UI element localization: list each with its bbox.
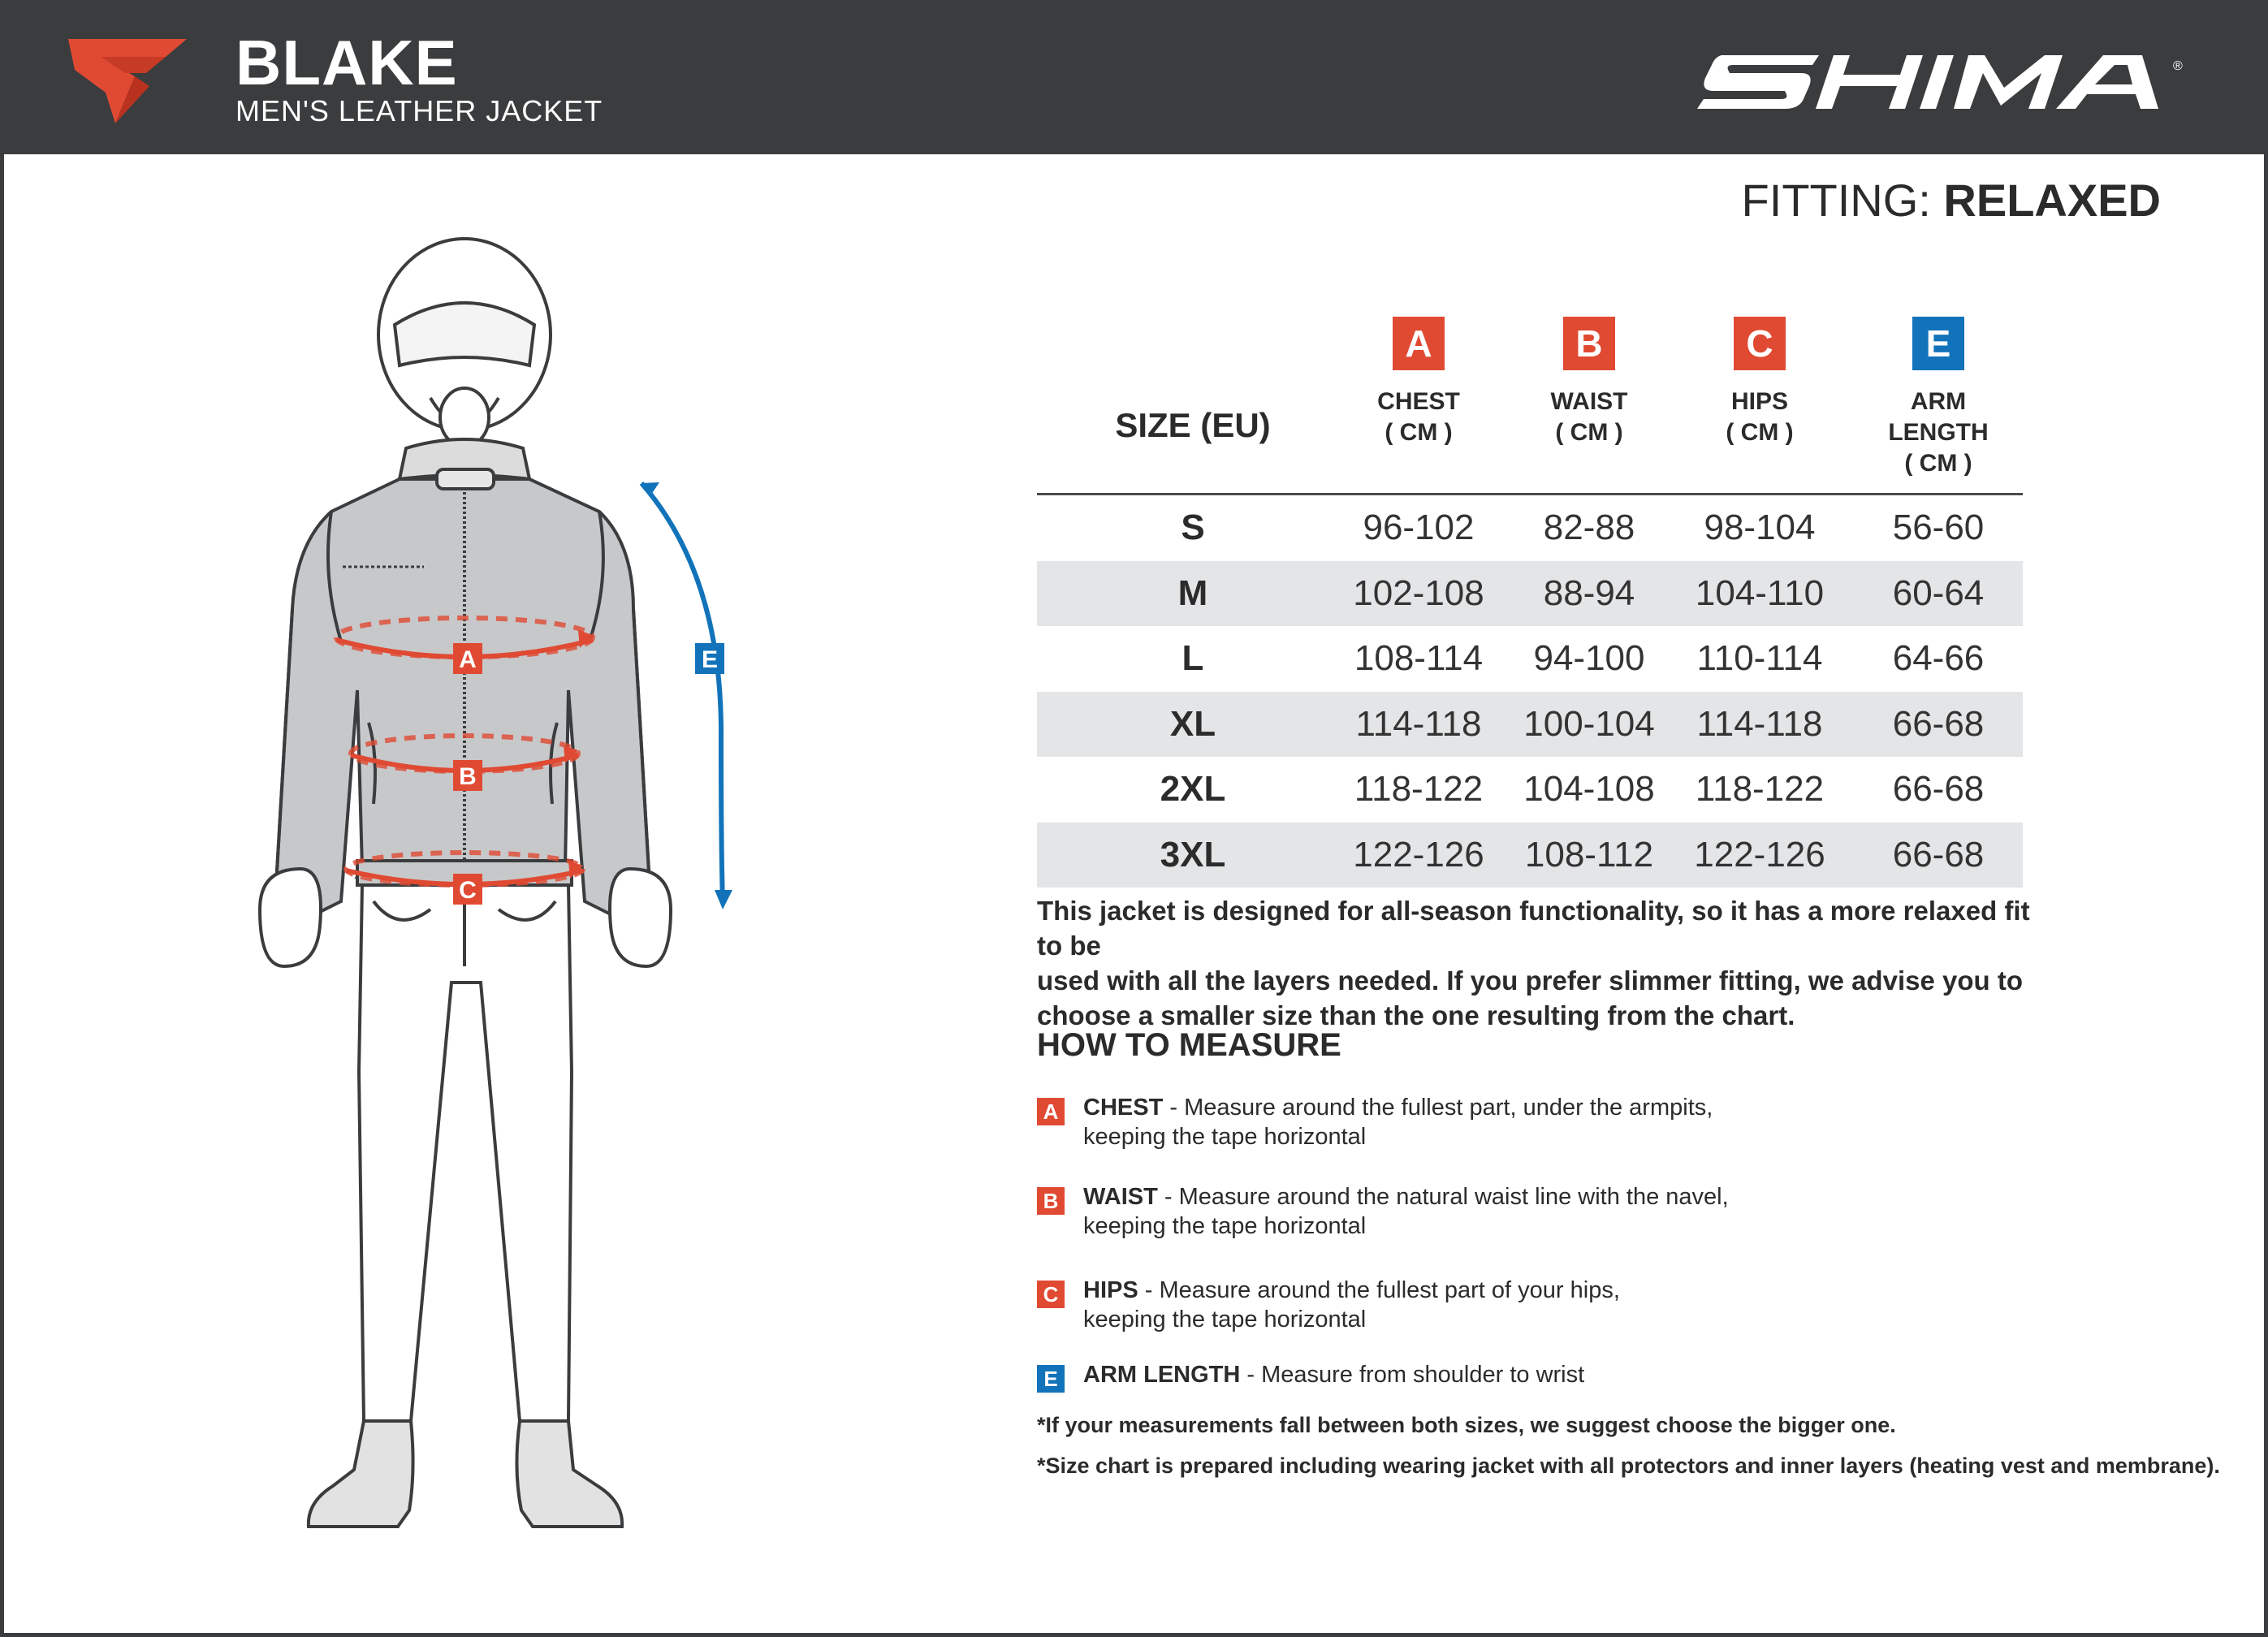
- table-row: [1037, 692, 2023, 758]
- arm-length-cell: 66-68: [1892, 834, 1985, 875]
- fit-note: [1037, 893, 2060, 1033]
- step-text-2: keeping the tape horizontal: [1083, 1213, 1367, 1239]
- column-unit: ( CM ): [1726, 419, 1794, 446]
- hips-cell: 104-110: [1695, 572, 1825, 613]
- step-name: CHEST: [1083, 1095, 1164, 1121]
- table-row: [1037, 823, 2023, 888]
- how-to-measure-title: HOW TO MEASURE: [1037, 1027, 1341, 1063]
- product-subtitle: MEN'S LEATHER JACKET: [235, 94, 603, 127]
- badge-e: E: [1912, 317, 1964, 370]
- table-row: [1037, 495, 2023, 561]
- column-header-hips: [1687, 317, 1833, 448]
- marker-c: C: [459, 877, 477, 904]
- size-cell: XL: [1169, 703, 1216, 744]
- right-boot: [516, 1421, 622, 1527]
- waist-cell: 100-104: [1523, 703, 1655, 744]
- step-name: WAIST: [1083, 1184, 1158, 1210]
- waist-cell: 88-94: [1543, 572, 1635, 613]
- table-body: [1037, 495, 2023, 888]
- arm-length-cell: 66-68: [1892, 703, 1985, 744]
- column-title: CHEST: [1377, 388, 1460, 415]
- column-title: ARM LENGTH: [1888, 388, 1989, 446]
- arm-length-cell: 64-66: [1892, 638, 1985, 678]
- chest-cell: 108-114: [1354, 638, 1484, 678]
- fitting-label: [1742, 174, 2161, 227]
- rider-figure: [211, 235, 747, 1551]
- waist-cell: 108-112: [1524, 834, 1654, 875]
- column-title: HIPS: [1730, 388, 1789, 415]
- badge-c: C: [1734, 317, 1786, 370]
- footnote-sizes: *If your measurements fall between both sizes, we suggest choose the bigger one.: [1037, 1413, 1896, 1437]
- size-cell: 2XL: [1160, 769, 1226, 809]
- step-text: - Measure around the fullest part of your hips,: [1138, 1277, 1620, 1303]
- left-boot: [309, 1421, 413, 1527]
- size-cell: M: [1177, 572, 1208, 613]
- column-header-arm-length: [1865, 317, 2011, 479]
- badge-a: A: [1393, 317, 1445, 370]
- column-unit: ( CM ): [1385, 419, 1453, 446]
- marker-a: A: [459, 646, 477, 673]
- column-title: WAIST: [1550, 388, 1628, 415]
- step-text-2: keeping the tape horizontal: [1083, 1307, 1367, 1332]
- badge-b: B: [1563, 317, 1615, 370]
- chest-cell: 96-102: [1363, 508, 1475, 547]
- fitting-value: RELAXED: [1943, 175, 2161, 226]
- marker-e: E: [701, 646, 719, 673]
- step-text: - Measure from shoulder to wrist: [1240, 1362, 1585, 1388]
- table-row: [1037, 561, 2023, 627]
- size-cell: S: [1181, 508, 1205, 547]
- size-header: SIZE (EU): [1115, 406, 1271, 444]
- arm-length-cell: 56-60: [1892, 508, 1985, 547]
- hips-cell: 114-118: [1696, 703, 1823, 744]
- fitting-prefix: FITTING:: [1741, 175, 1931, 226]
- step-name: HIPS: [1083, 1277, 1138, 1303]
- chest-cell: 102-108: [1353, 572, 1484, 613]
- step-badge: C: [1037, 1281, 1065, 1308]
- registered-mark: ®: [2173, 59, 2183, 73]
- hips-cell: 110-114: [1696, 638, 1823, 678]
- column-unit: ( CM ): [1904, 450, 1972, 477]
- size-cell: 3XL: [1160, 834, 1226, 875]
- column-header-chest: [1346, 317, 1492, 448]
- table-row: [1037, 626, 2023, 692]
- step-badge: E: [1037, 1365, 1065, 1393]
- step-badge: B: [1037, 1187, 1065, 1215]
- arm-length-cell: 60-64: [1892, 572, 1985, 613]
- waist-cell: 82-88: [1543, 508, 1635, 547]
- shima-emblem-icon: [68, 39, 187, 123]
- chest-cell: 118-122: [1354, 769, 1484, 809]
- step-text: - Measure around the natural waist line with the navel,: [1157, 1184, 1729, 1210]
- column-header-waist: [1516, 317, 1662, 448]
- step-text-2: keeping the tape horizontal: [1083, 1124, 1367, 1150]
- chest-cell: 122-126: [1353, 834, 1484, 875]
- header-bar: [0, 0, 2268, 154]
- waist-cell: 104-108: [1523, 769, 1655, 809]
- hips-cell: 118-122: [1695, 769, 1825, 809]
- fit-note-line: This jacket is designed for all-season functionality, so it has a more relaxed fit to be: [1037, 896, 2030, 961]
- step-badge: A: [1037, 1098, 1065, 1125]
- waist-cell: 94-100: [1533, 638, 1645, 678]
- shima-logo: [1697, 54, 2192, 110]
- footnote-layers: *Size chart is prepared including wearing jacket with all protectors and inner layers (heating vest and membrane).: [1037, 1453, 2220, 1478]
- fit-note-line: used with all the layers needed. If you prefer slimmer fitting, we advise you to: [1037, 965, 2023, 996]
- chest-cell: 114-118: [1355, 703, 1482, 744]
- step-name: ARM LENGTH: [1083, 1362, 1241, 1388]
- hips-cell: 98-104: [1704, 508, 1816, 547]
- fit-note-line: choose a smaller size than the one resulting from the chart.: [1037, 1000, 1795, 1030]
- step-text: - Measure around the fullest part, under the armpits,: [1163, 1095, 1713, 1121]
- hips-cell: 122-126: [1694, 834, 1825, 875]
- arm-length-cell: 66-68: [1892, 769, 1985, 809]
- column-unit: ( CM ): [1555, 419, 1623, 446]
- marker-b: B: [459, 763, 477, 790]
- product-name: BLAKE: [235, 27, 458, 98]
- table-row: [1037, 757, 2023, 823]
- size-cell: L: [1182, 638, 1204, 678]
